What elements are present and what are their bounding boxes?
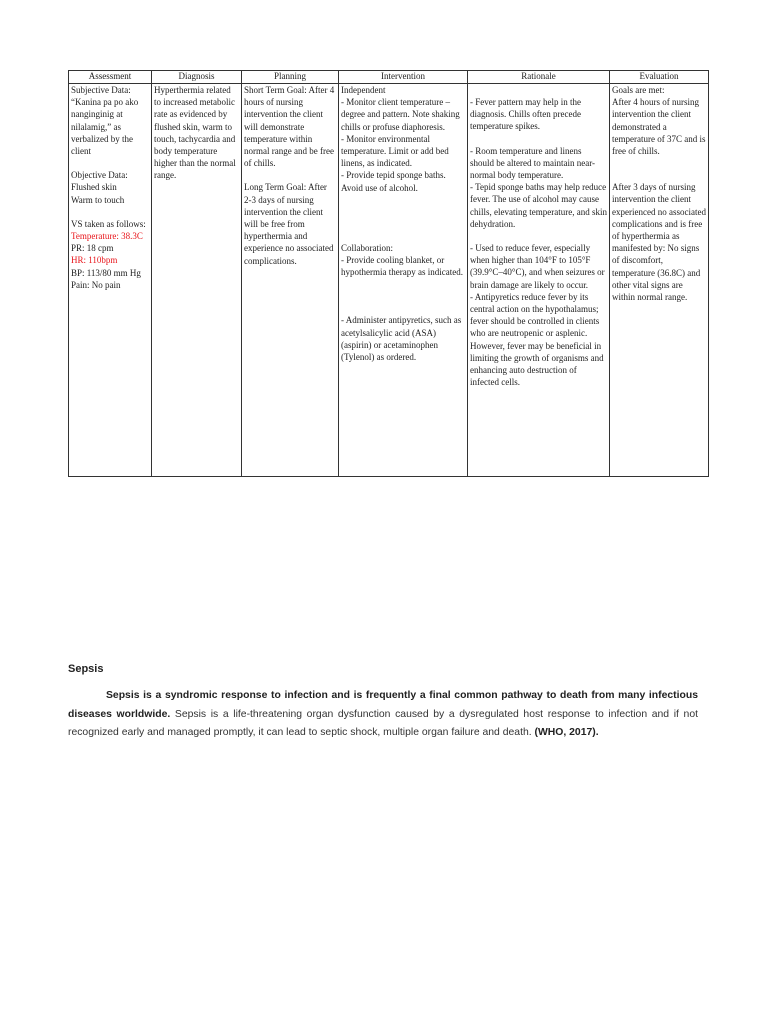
header-rationale: Rationale (468, 71, 610, 84)
rationale-item: - Antipyretics reduce fever by its central action on the hypothalamus; fever should be controlled in clients who are neutropenic or asplenic. However, fever may be beneficial in limiting the growth of organisms and enhancing auto destruction of infected cells. (470, 291, 604, 388)
intervention-item: - Provide cooling blanket, or hypothermia therapy as indicated. (341, 255, 463, 278)
independent-label: Independent (341, 85, 386, 95)
header-planning: Planning (242, 71, 339, 84)
objective-item: Flushed skin (71, 182, 117, 193)
planning-cell (242, 84, 339, 477)
rationale-item: - Tepid sponge baths may help reduce fever. The use of alcohol may cause chills, elevating temperature, and skin dehydration. (470, 182, 607, 229)
table-header-row (69, 71, 709, 84)
vital-blood-pressure: BP: 113/80 mm Hg (71, 267, 141, 278)
rationale-cell (468, 84, 610, 477)
collaboration-label: Collaboration: (341, 242, 393, 253)
intervention-item: - Monitor client temperature – degree and pattern. Note shaking chills or profuse diaphoresis. (341, 97, 460, 132)
intervention-item: - Provide tepid sponge baths. Avoid use of alcohol. (341, 170, 446, 193)
rationale-item: - Fever pattern may help in the diagnosis. Chills often precede temperature spikes. (470, 97, 581, 132)
objective-label: Objective Data: (71, 170, 128, 181)
nursing-care-plan-table (68, 70, 709, 477)
rationale-item: - Used to reduce fever, especially when higher than 104°F to 105°F (39.9°C–40°C), and when seizures or brain damage are likely to occur. (470, 243, 605, 290)
table-row (69, 84, 709, 477)
vital-pulse-rate: PR: 18 cpm (71, 243, 114, 254)
header-diagnosis: Diagnosis (152, 71, 242, 84)
short-term-goal: Short Term Goal: After 4 hours of nursing intervention the client will demonstrate temperature within normal range and be free of chills. (244, 85, 335, 169)
intervention-item: - Monitor environmental temperature. Limit or add bed linens, as indicated. (341, 133, 449, 169)
evaluation-goals-met: Goals are met: (612, 85, 665, 95)
sepsis-paragraph (68, 687, 698, 743)
section-title-sepsis: Sepsis (68, 663, 104, 675)
intervention-item: - Administer antipyretics, such as acetylsalicylic acid (ASA) (aspirin) or acetaminophen (Tylenol) as ordered. (341, 315, 462, 363)
subjective-quote: “Kanina pa po ako nanginginig at nilalamig,” as verbalized by the client (71, 97, 139, 157)
header-evaluation: Evaluation (610, 71, 709, 84)
rationale-item: - Room temperature and linens should be altered to maintain near-normal body temperature. (470, 145, 596, 181)
header-assessment: Assessment (69, 71, 152, 84)
subjective-label: Subjective Data: (71, 85, 131, 95)
intervention-cell (339, 84, 468, 477)
header-intervention: Intervention (339, 71, 468, 84)
vital-temperature: Temperature: 38.3C (71, 231, 143, 242)
evaluation-short-term: After 4 hours of nursing intervention the client demonstrated a temperature of 37C and is free of chills. (612, 97, 706, 157)
long-term-goal: Long Term Goal: After 2-3 days of nursing intervention the client will be free from hyperthermia and experience no associated complications. (244, 182, 334, 266)
sepsis-body-text: Sepsis is a life-threatening organ dysfunction caused by a dysregulated host response to infection and if not recognized early and managed promptly, it can lead to septic shock, multiple organ failure and death. (68, 708, 699, 738)
sepsis-citation: (WHO, 2017). (534, 727, 599, 738)
objective-item: Warm to touch (71, 194, 125, 205)
sepsis-bold-sentence: Sepsis is a syndromic response to infection and is frequently a final common pathway to death from many infectious diseases worldwide. (68, 690, 698, 720)
diagnosis-text: Hyperthermia related to increased metabolic rate as evidenced by flushed skin, warm to touch, tachycardia and body temperature higher than the normal range. (154, 85, 236, 181)
evaluation-long-term: After 3 days of nursing intervention the client experienced no associated complications and is free of hyperthermia as manifested by: No signs of discomfort, temperature (36.8C) and other vital signs are within normal range. (612, 182, 706, 303)
assessment-cell (69, 84, 152, 477)
diagnosis-cell (152, 84, 242, 477)
evaluation-cell (610, 84, 709, 477)
vital-signs-label: VS taken as follows: (71, 218, 146, 229)
vital-heart-rate: HR: 110bpm (71, 255, 118, 266)
vital-pain: Pain: No pain (71, 279, 121, 290)
